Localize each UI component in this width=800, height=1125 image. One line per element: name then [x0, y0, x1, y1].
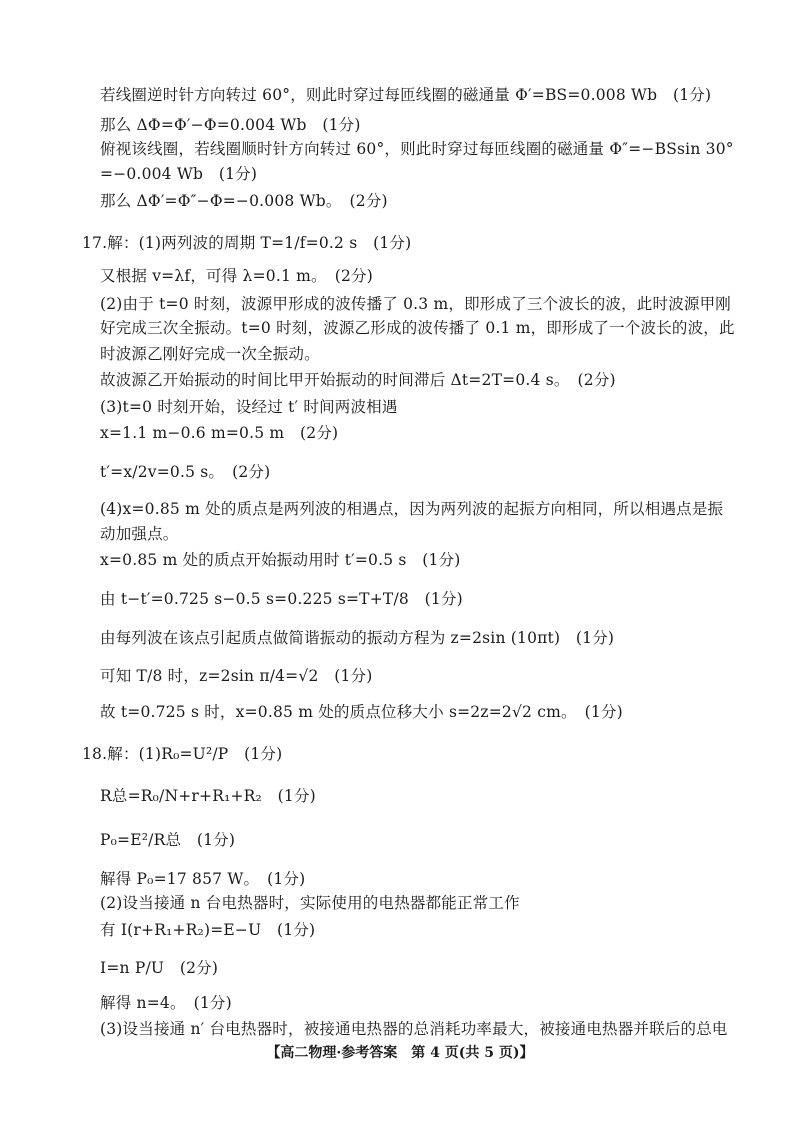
text-line: 若线圈逆时针方向转过 60°，则此时穿过每匝线圈的磁通量 Φ′=BS=0.008 Wb (1分) [100, 86, 712, 104]
text-line: R总=R₀/N+r+R₁+R₂ (1分) [100, 787, 316, 805]
text-line: (2)由于 t=0 时刻，波源甲形成的波传播了 0.3 m，即形成了三个波长的波，此时波源甲刚 [100, 295, 731, 313]
text-line: 由 t−t′=0.725 s−0.5 s=0.225 s=T+T/8 (1分) [100, 590, 463, 608]
text-line: 又根据 v=λf，可得 λ=0.1 m。 (2分) [100, 267, 373, 285]
text-line: (3)设当接通 n′ 台电热器时，被接通电热器的总消耗功率最大，被接通电热器并联后的总电 [100, 1020, 728, 1038]
text-line: 那么 ΔΦ′=Φ″−Φ=−0.008 Wb。 (2分) [100, 192, 388, 210]
text-line: x=0.85 m 处的质点开始振动用时 t′=0.5 s (1分) [100, 551, 461, 569]
page-footer: 【高二物理·参考答案 第 4 页(共 5 页)】 [266, 1045, 534, 1061]
text-line: 那么 ΔΦ=Φ′−Φ=0.004 Wb (1分) [100, 116, 361, 134]
text-line: 好完成三次全振动。t=0 时刻，波源乙形成的波传播了 0.1 m，即形成了一个波长的波，此 [100, 319, 735, 337]
text-line: (3)t=0 时刻开始，设经过 t′ 时间两波相遇 [100, 398, 398, 416]
text-line: 解得 P₀=17 857 W。 (1分) [100, 870, 306, 888]
text-line: =−0.004 Wb (1分) [100, 165, 258, 183]
text-line: 解得 n=4。 (1分) [100, 994, 232, 1012]
text-line: P₀=E²/R总 (1分) [100, 831, 236, 849]
text-line: 可知 T/8 时，z=2sin π/4=√2 (1分) [100, 667, 373, 685]
text-line: 17.解：(1)两列波的周期 T=1/f=0.2 s (1分) [82, 234, 412, 252]
text-line: x=1.1 m−0.6 m=0.5 m (2分) [100, 424, 339, 442]
text-line: 故波源乙开始振动的时间比甲开始振动的时间滞后 Δt=2T=0.4 s。 (2分) [100, 371, 616, 389]
text-line: 由每列波在该点引起质点做简谐振动的振动方程为 z=2sin (10πt) (1分) [100, 629, 615, 647]
text-line: I=n P/U (2分) [100, 959, 219, 977]
text-line: 有 I(r+R₁+R₂)=E−U (1分) [100, 921, 316, 939]
text-line: (2)设当接通 n 台电热器时，实际使用的电热器都能正常工作 [100, 894, 520, 912]
text-line: 18.解：(1)R₀=U²/P (1分) [82, 745, 283, 763]
text-line: 俯视该线圈，若线圈顺时针方向转过 60°，则此时穿过每匝线圈的磁通量 Φ″=−BSsin 30° [100, 140, 734, 158]
text-line: 时波源乙刚好完成一次全振动。 [100, 345, 320, 363]
text-line: (4)x=0.85 m 处的质点是两列波的相遇点，因为两列波的起振方向相同，所以相遇点是振 [100, 500, 724, 518]
text-line: 动加强点。 [100, 525, 179, 543]
text-line: 故 t=0.725 s 时，x=0.85 m 处的质点位移大小 s=2z=2√2 cm。 (1分) [100, 703, 623, 721]
text-line: t′=x/2v=0.5 s。 (2分) [100, 463, 271, 481]
